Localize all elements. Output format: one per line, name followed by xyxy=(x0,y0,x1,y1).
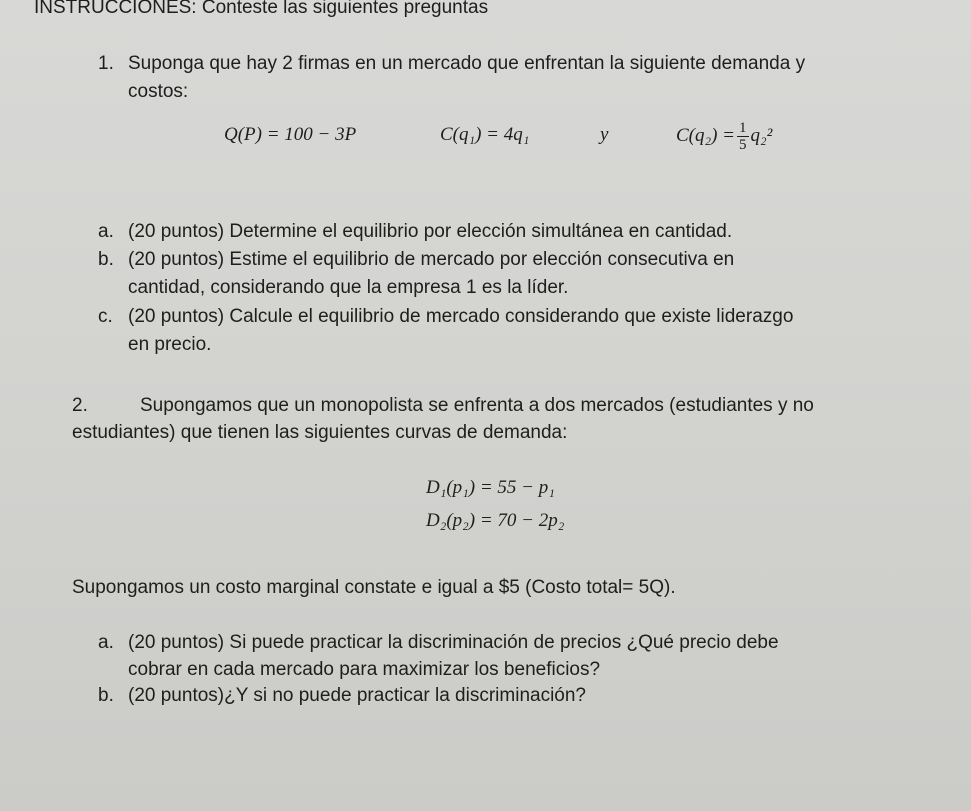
q1-part-b-text-line2: cantidad, considerando que la empresa 1 es la líder. xyxy=(128,277,569,298)
q2-part-b-label: b. xyxy=(98,685,114,706)
q2-text-line1: Supongamos que un monopolista se enfrenta a dos mercados (estudiantes y no xyxy=(140,395,814,416)
q1-number: 1. xyxy=(98,53,114,74)
q1-part-a-label: a. xyxy=(98,221,114,242)
q2-text-line2: estudiantes) que tienen las siguientes curvas de demanda: xyxy=(72,422,568,443)
q2-part-a-label: a. xyxy=(98,632,114,653)
q1-part-a-text: (20 puntos) Determine el equilibrio por elección simultánea en cantidad. xyxy=(128,221,733,242)
q1-cost2-equation xyxy=(676,108,772,164)
q2-part-a-text-line2: cobrar en cada mercado para maximizar los beneficios? xyxy=(128,659,601,680)
q1-demand-equation: Q(P) = 100 − 3P xyxy=(224,124,357,145)
q1-cost2-rhs: q₂² xyxy=(750,125,773,146)
q1-part-b-label: b. xyxy=(98,249,114,270)
instructions-heading: INSTRUCCIONES: Conteste las siguientes preguntas xyxy=(34,0,489,18)
q1-cost2-lhs: C(q₂) = xyxy=(676,125,736,146)
q2-marginal-cost-text: Supongamos un costo marginal constate e igual a $5 (Costo total= 5Q). xyxy=(72,577,676,598)
q2-part-a-text-line1: (20 puntos) Si puede practicar la discriminación de precios ¿Qué precio debe xyxy=(128,632,779,653)
q1-part-b-text-line1: (20 puntos) Estime el equilibrio de mercado por elección consecutiva en xyxy=(128,249,735,270)
q1-part-c-text-line2: en precio. xyxy=(128,334,212,355)
q1-text-line2: costos: xyxy=(128,81,189,102)
q2-number: 2. xyxy=(72,395,88,416)
q1-cost1-equation: C(q₁) = 4q₁ xyxy=(440,124,530,145)
q1-part-c-label: c. xyxy=(98,306,113,327)
q1-part-c-text-line1: (20 puntos) Calcule el equilibrio de mercado considerando que existe liderazgo xyxy=(128,306,794,327)
q2-demand2-equation: D₂(p₂) = 70 − 2p₂ xyxy=(426,510,565,531)
q1-cost2-frac-den: 5 xyxy=(739,136,747,153)
q2-demand1-equation: D₁(p₁) = 55 − p₁ xyxy=(426,477,555,498)
q1-connector: y xyxy=(600,124,609,145)
q2-part-b-text: (20 puntos)¿Y si no puede practicar la discriminación? xyxy=(128,685,586,706)
q1-text-line1: Suponga que hay 2 firmas en un mercado que enfrentan la siguiente demanda y xyxy=(128,53,806,74)
q1-cost2-fraction xyxy=(737,120,749,153)
q1-cost2-frac-num: 1 xyxy=(739,119,747,136)
